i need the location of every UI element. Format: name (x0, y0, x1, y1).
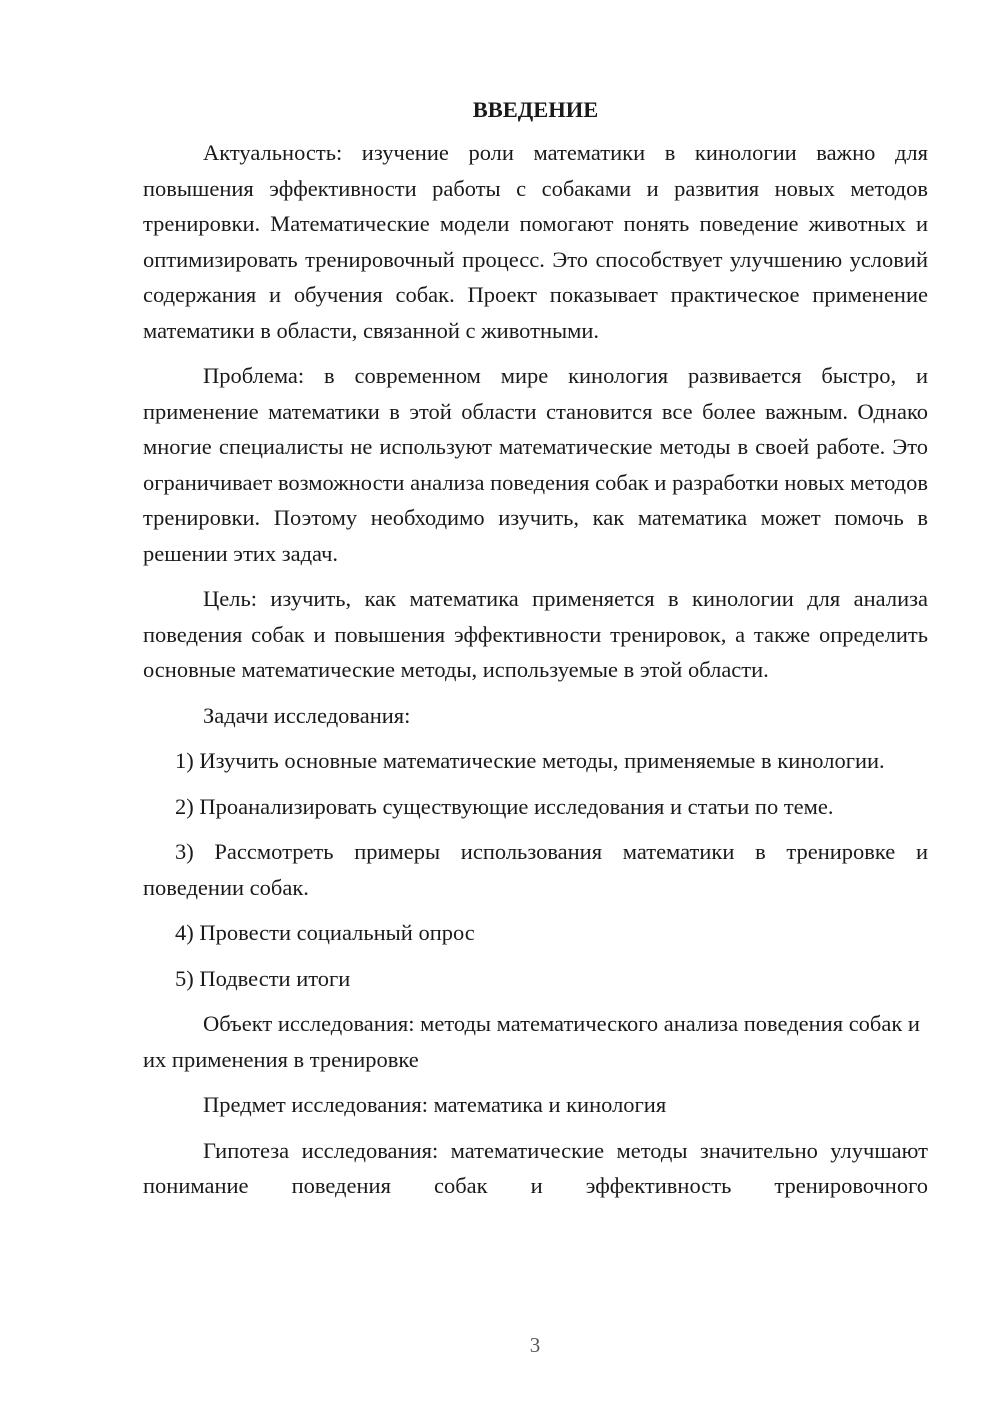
task-item-4: 4) Провести социальный опрос (175, 920, 475, 945)
page-number: 3 (529, 1333, 541, 1357)
task-item-2: 2) Проанализировать существующие исследования и статьи по теме. (175, 793, 834, 819)
task-item-5: 5) Подвести итоги (175, 965, 351, 991)
paragraph-problem: Проблема: в современном мире кинология развивается быстро, и применение математики в этой области становится все более важным. Однако многие специалисты не используют математические методы в своей работе. Это ограничивает возможности анализа поведения собак и разработки новых методов тренировки. Поэтому необходимо изучить, как математика может помочь в решении этих задач. (143, 363, 928, 566)
paragraph-relevance: Актуальность: изучение роли математики в кинологии важно для повышения эффективности работы с собаками и развития новых методов тренировки. Математические модели помогают понять поведение животных и оптимизировать тренировочный процесс. Это способствует улучшению условий содержания и обучения собак. Проект показывает практическое применение математики в области, связанной с животными. (143, 140, 928, 343)
task-item-1: 1) Изучить основные математические методы, применяемые в кинологии. (175, 748, 885, 773)
document-body (143, 92, 928, 1214)
task-item-3: 3) Рассмотреть примеры использования математики в тренировке и поведении собак. (143, 839, 928, 900)
paragraph-hypothesis: Гипотеза исследования: математические методы значительно улучшают понимание поведения собак и эффективность тренировочного (143, 1137, 928, 1198)
tasks-title: Задачи исследования: (203, 702, 411, 728)
paragraph-object: Объект исследования: методы математического анализа поведения собак и их применения в тренировке (143, 1011, 920, 1072)
paragraph-goal: Цель: изучить, как математика применяется в кинологии для анализа поведения собак и повышения эффективности тренировок, а также определить основные математические методы, используемые в этой области. (143, 586, 928, 682)
section-heading: ВВЕДЕНИЕ (472, 97, 599, 122)
paragraph-subject: Предмет исследования: математика и кинология (203, 1092, 667, 1117)
